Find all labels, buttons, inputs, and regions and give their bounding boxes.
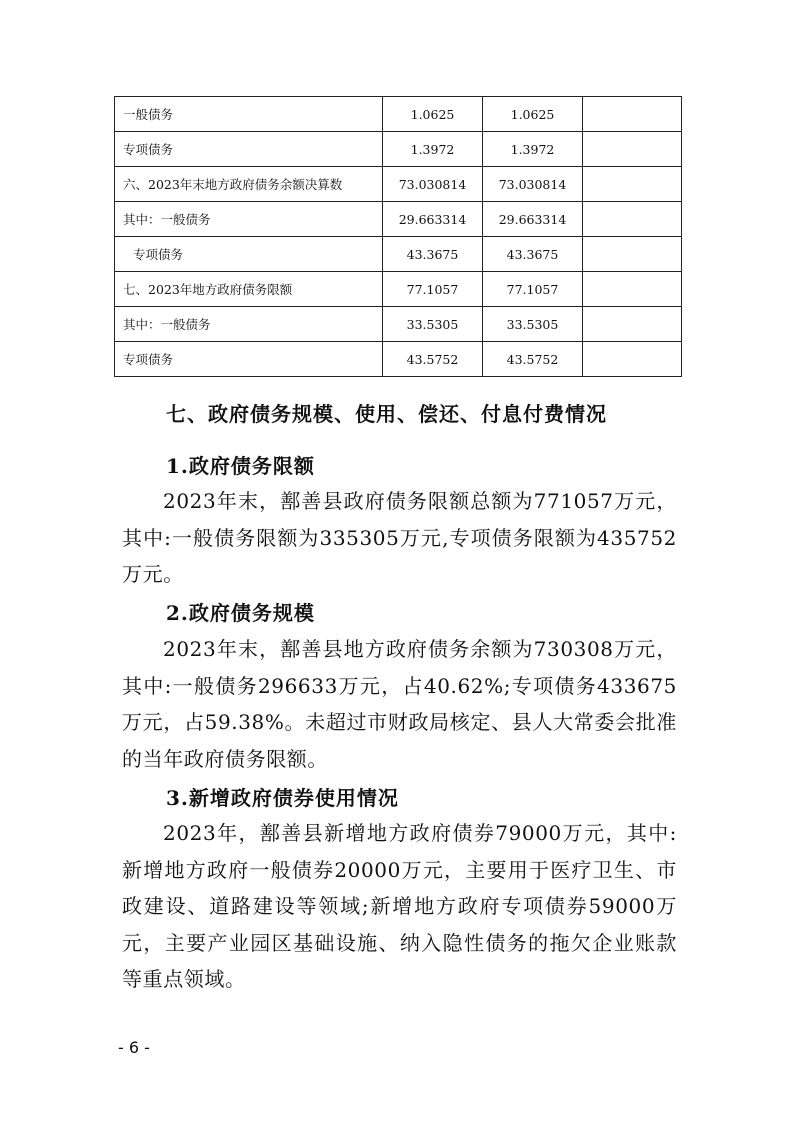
row-value-3 (583, 342, 682, 377)
table-row (115, 237, 682, 272)
row-value-3 (583, 97, 682, 132)
row-value-3 (583, 237, 682, 272)
row-value-3 (583, 272, 682, 307)
row-label: 七、2023年地方政府债务限额 (115, 272, 383, 307)
debt-table (114, 96, 682, 377)
page-number: - 6 - (118, 1038, 150, 1057)
row-value-1: 1.3972 (383, 132, 483, 167)
row-value-3 (583, 307, 682, 342)
row-value-2: 43.3675 (483, 237, 583, 272)
row-value-2: 43.5752 (483, 342, 583, 377)
table-row (115, 342, 682, 377)
row-value-1: 33.5305 (383, 307, 483, 342)
row-value-2: 29.663314 (483, 202, 583, 237)
row-label: 一般债务 (115, 97, 383, 132)
row-label: 其中：一般债务 (115, 307, 383, 342)
table-row (115, 167, 682, 202)
table-row (115, 202, 682, 237)
subsection-heading-debt-limit: 1.政府债务限额 (166, 454, 315, 478)
paragraph-debt-limit: 2023年末，鄯善县政府债务限额总额为771057万元，其中:一般债务限额为335305万元,专项债务限额为435752万元。 (122, 489, 677, 586)
row-label: 专项债务 (115, 342, 383, 377)
row-label: 专项债务 (115, 132, 383, 167)
row-value-1: 43.5752 (383, 342, 483, 377)
row-value-2: 1.0625 (483, 97, 583, 132)
row-value-1: 43.3675 (383, 237, 483, 272)
row-label: 六、2023年末地方政府债务余额决算数 (115, 167, 383, 202)
table-row (115, 272, 682, 307)
paragraph-debt-scale: 2023年末，鄯善县地方政府债务余额为730308万元，其中:一般债务296633万元，占40.62%;专项债务433675万元，占59.38%。未超过市财政局核定、县人大常委会批准的当年政府债务限额。 (122, 637, 677, 771)
row-value-2: 73.030814 (483, 167, 583, 202)
row-value-1: 1.0625 (383, 97, 483, 132)
row-value-2: 77.1057 (483, 272, 583, 307)
row-value-1: 73.030814 (383, 167, 483, 202)
row-value-3 (583, 202, 682, 237)
subsection-heading-debt-scale: 2.政府债务规模 (166, 601, 315, 625)
row-value-3 (583, 132, 682, 167)
table-row (115, 97, 682, 132)
section-heading: 七、政府债务规模、使用、偿还、付息付费情况 (166, 402, 607, 426)
row-value-1: 29.663314 (383, 202, 483, 237)
table-row (115, 307, 682, 342)
row-value-3 (583, 167, 682, 202)
row-label: 其中：一般债务 (115, 202, 383, 237)
row-label: 专项债务 (115, 237, 383, 272)
row-value-1: 77.1057 (383, 272, 483, 307)
subsection-heading-new-bonds: 3.新增政府债券使用情况 (166, 786, 399, 810)
paragraph-new-bonds: 2023年，鄯善县新增地方政府债券79000万元，其中:新增地方政府一般债券20000万元，主要用于医疗卫生、市政建设、道路建设等领域;新增地方政府专项债券59000万元，主要产业园区基础设施、纳入隐性债务的拖欠企业账款等重点领域。 (122, 821, 677, 991)
row-value-2: 33.5305 (483, 307, 583, 342)
table-row (115, 132, 682, 167)
row-value-2: 1.3972 (483, 132, 583, 167)
